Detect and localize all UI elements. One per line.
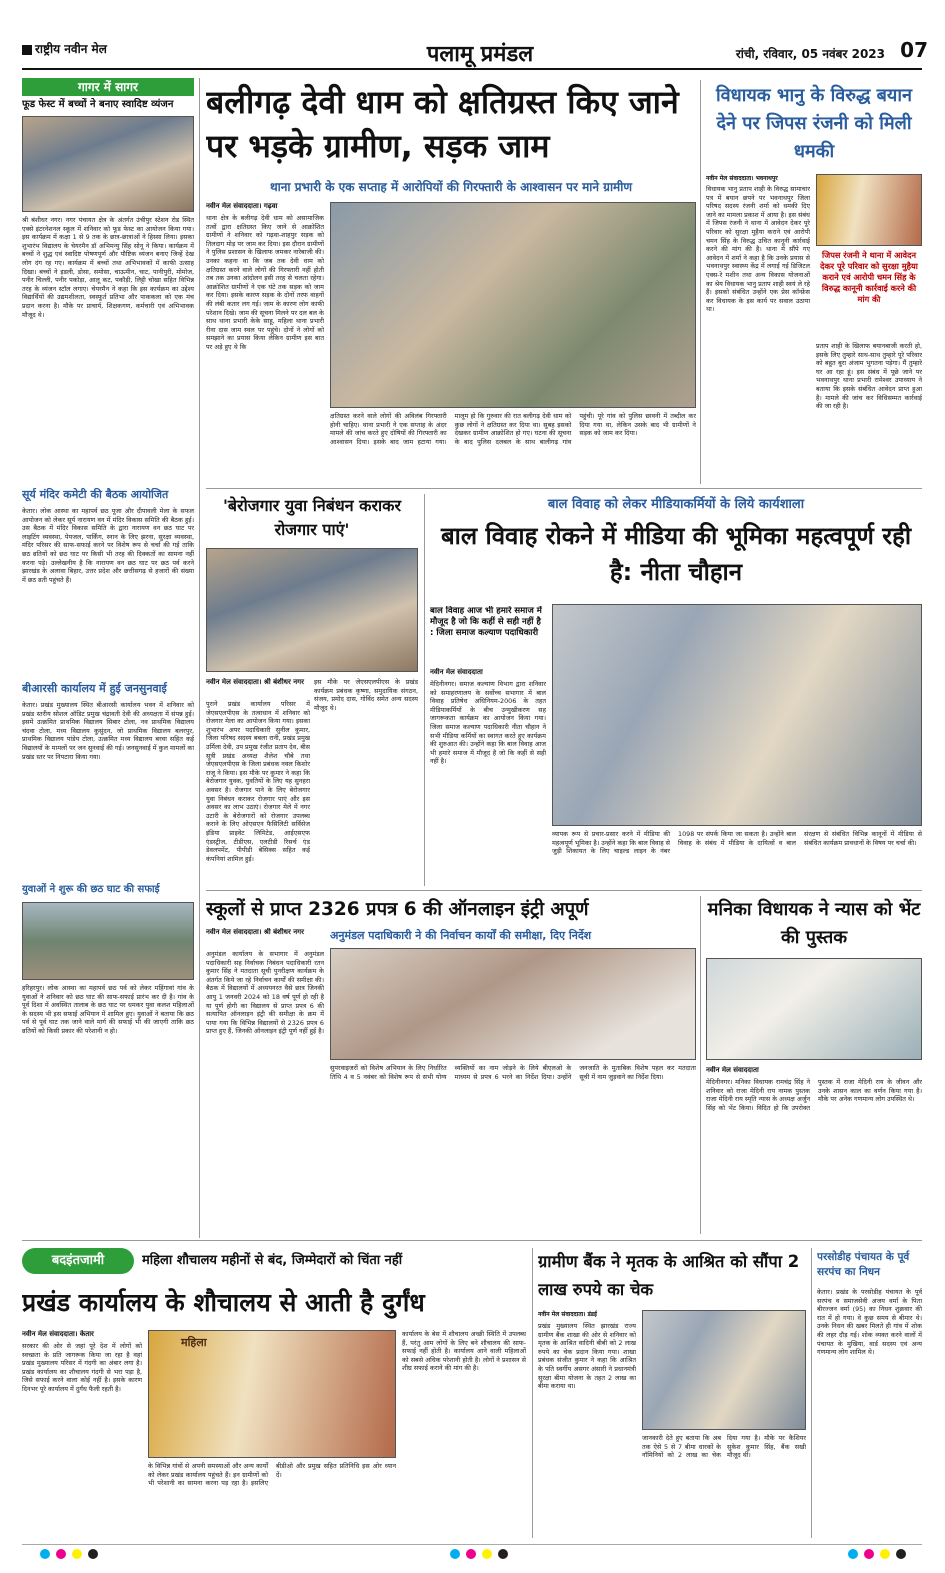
registration-mark bbox=[864, 1549, 874, 1559]
door-sign: महिला bbox=[181, 1336, 207, 1349]
balvivah-body: मेदिनीनगर। समाज कल्याण विभाग द्वारा शनिवार को समाहरणालय के सर्वोच्च सभागार में बाल विवाह प्रतिषेध अधिनियम-2006 के तहत मीडियाकर्मियों के बीच उन्मुखीकरण सह जागरूकता कार्यक्रम का आयोजन किया गया। जिला समाज कल्याण पदाधिकारी नीता चौहान ने सभी मीडिया कर्मियों का स्वागत करते हुए कार्यक्रम की शुरुआत की। उन्होंने कहा कि बाल विवाह आज भी हमारे समाज में मौजूद है जो कि कहीं से सही नहीं है। bbox=[430, 680, 546, 766]
section-rule bbox=[206, 890, 922, 891]
column-label: गागर में सागर bbox=[22, 78, 194, 96]
footer-rule bbox=[22, 1544, 922, 1545]
brc-body: केतार। प्रखंड मुख्यालय स्थित बीआरसी कार्यालय भवन में शनिवार को प्रखंड स्तरीय सोशल ऑडिट प्रमुख चंद्रावती देवी की अध्यक्षता में संपन्न हुई। इसमें उत्क्रमित प्राथमिक विद्यालय सिबार टोला, नव प्राथमिक विद्यालय चंदवा टोला, मध्य विद्यालय कुसुंदन, जो प्राथमिक विद्यालय बलरपुर, प्राथमिक विद्यालय पांडेय टोला, उत्क्रमित मध्य विद्यालय बरवा सहित कई विद्यालयों के मामलों पर जन सुनवाई की गई। जनसुनवाई में कुल मामलों का प्रखंड स्तर पर निपटारा किया गया। bbox=[22, 701, 194, 761]
chhath-ghat-photo bbox=[22, 902, 194, 980]
registration-mark bbox=[88, 1549, 98, 1559]
toilet-byline: नवीन मेल संवाददाता। केतार bbox=[22, 1330, 94, 1338]
brc-headline: बीआरसी कार्यालय में हुई जनसुनवाई bbox=[22, 682, 167, 695]
registration-mark bbox=[498, 1549, 508, 1559]
threat-body-2: प्रताप शाही के खिलाफ बयानबाजी करती हो, इसके लिए तुम्हारे साथ-साथ तुम्हारे पूरे परिवार को बहुत बुरा अंजाम भुगतना पड़ेगा। मैं तुम्हारे घर आ रहा हूं। इस संबंध में पूछे जाने पर भवनाथपुर थाना प्रभारी रामेश्वर उपाध्याय ने बताया कि इसके संबंधित आवेदन प्राप्त हुआ है। मामले की जांच कर विधिसम्मत कार्रवाई की जा रही है। bbox=[816, 342, 922, 411]
registration-mark bbox=[880, 1549, 890, 1559]
surya-mandir-body: केतार। लोक आस्था का महापर्व छठ पूजा और दीपावली मेला के सफल आयोजन को लेकर सूर्य नारायण वन में मंदिर विकास समिति की बैठक हुई। उस बैठक में मंदिर विकास समिति के द्वारा नारायण वन छठ घाट पर लाइटिंग व्यवस्था, पेयजल, पार्किंग, स्नान के लिए झरना, सुरक्षा व्यवस्था, मंदिर परिसर की साफ-सफाई करने पर विशेष रूप से चर्चा की गई ताकि छठ व्रतियों को छठ घाट पर किसी भी तरह की दिक्कतों का सामना नहीं करना पड़े। उल्लेखनीय है कि नारायण वन छठ घाट पर छठ पर्व करने झारखंड के अलावा बिहार, उत्तर प्रदेश और छत्तीसगढ़ से हजारों की संख्या में छठ व्रती पहुंचते हैं। bbox=[22, 507, 194, 584]
bank-body: प्रखंड मुख्यालय स्थित झारखंड राज्य ग्रामीण बैंक शाखा की ओर से शनिवार को मृतक के आश्रित वादिनी बीबी को 2 लाख रुपये का चेक प्रदान किया गया। शाखा प्रबंधक संजीत कुमार ने कहा कि आश्रित के पति स्वर्गीय असगर अंसारी ने प्रधानमंत्री सुरक्षा बीमा योजना के तहत 2 लाख का बीमा कराया था। bbox=[538, 1322, 636, 1391]
bank-headline: ग्रामीण बैंक ने मृतक के आश्रित को सौंपा 2 लाख रुपये का चेक bbox=[538, 1252, 800, 1299]
registration-mark bbox=[466, 1549, 476, 1559]
toilet-body: सरकार की ओर से जहां पूरे देश में लोगों को स्वच्छता के प्रति जागरूक किया जा रहा है वहां प्रखंड मुख्यालय परिसर में गंदगी का अंबार लगा है। प्रखंड कार्यालय का शौचालय गंदगी से भरा पड़ा है, जिसे सफाई करने वाला कोई नहीं है। इसके कारण दिनभर पूरे कार्यालय में दुर्गंध फैली रहती है। bbox=[22, 1342, 142, 1393]
manika-headline: मनिका विधायक ने न्यास को भेंट की पुस्तक bbox=[707, 899, 921, 948]
school-headline: स्कूलों से प्राप्त 2326 प्रपत्र 6 की ऑनलाइन इंट्री अपूर्ण bbox=[206, 899, 589, 920]
food-fest-photo bbox=[22, 116, 194, 212]
masthead-logo bbox=[22, 40, 142, 64]
school-deck: अनुमंडल पदाधिकारी ने की निर्वाचन कार्यों की समीक्षा, दिए निर्देश bbox=[330, 929, 592, 942]
balvivah-photo bbox=[552, 604, 922, 826]
food-fest-body: श्री बंशीधर नगर। नगर पंचायत क्षेत्र के अंतर्गत उंचीपुर स्टेशन रोड स्थित एक्से इंटरनेशनल स्कूल में शनिवार को फूड फेस्ट का आयोजन किया गया। इस कार्यक्रम में कक्षा 1 से 9 तक के छात्र-छात्राओं ने हिस्सा लिया। इसका शुभारंभ विद्यालय के चेयरमैन डॉ अभिमन्यु सिंह सोनू ने किया। कार्यक्रम में बच्चों ने शुद्ध एवं स्वादिष्ट पोषणपूर्ण और पौष्टिक व्यंजन बनाए जिन्हें देख लोग दंग रह गए। कार्यक्रम में बच्चों तथा अभिभावकों में काफी उत्साह दिखा। बच्चों ने इडली, डोसा, समोसा, चाऊमीन, चाट, पानीपुरी, मोमोज, पनीर चिल्ली, पनीर पकोड़ा, आलू कट, पकौड़ी, लिट्टी चोखा सहित विभिन्न तरह के व्यंजन स्टॉल लगाए। चेयरमैन ने कहा कि इस कार्यक्रम का उद्देश्य विद्यार्थियों की उद्यमशीलता, स्वस्फूर्त प्रतिभा और पाककला को एक मंच प्रदान करना है। मौके पर प्राचार्य, शिक्षकगण, कर्मचारी एवं अभिभावक मौजूद थे। bbox=[22, 216, 194, 319]
parsodih-headline: परसोडीह पंचायत के पूर्व सरपंच का निधन bbox=[817, 1251, 910, 1278]
bank-photo bbox=[642, 1310, 806, 1430]
column-divider bbox=[700, 896, 701, 1234]
registration-mark bbox=[40, 1549, 50, 1559]
school-body-2: सुपरवाइजरों को विशेष अभियान के लिए निर्धारित तिथि 4 व 5 नवंबर को विशेष रूप से सभी योग्य व्यक्तियों का नाम जोड़ने के लिये बीएलओ के माध्यम से प्रपत्र 6 भरने का निर्देश दिया। उन्होंने जनजाति के मुताबिक विशेष पहल कर मतदाता सूची में नाम जुड़वाने का निर्देश दिया। bbox=[330, 1064, 696, 1081]
page-number: 07 bbox=[900, 38, 928, 62]
registration-mark bbox=[848, 1549, 858, 1559]
balvivah-pullquote: बाल विवाह आज भी हमारे समाज में मौजूद है जो कि कहीं से सही नहीं है : जिला समाज कल्याण पदाधिकारी bbox=[430, 606, 542, 638]
parsodih-body: केतार। प्रखंड के परसोडीह पंचायत के पूर्व सरपंच व समाजसेवी अजय वर्मा के पिता बीरज्जन वर्मा (95) का निधन शुक्रवार की रात में हो गया। वे कुछ समय से बीमार थे। उनके निधन की खबर मिलते ही गांव में शोक की लहर दौड़ गई। शोक व्यक्त करने वालों में पंचायत के मुखिया, वार्ड सदस्य एवं अन्य गणमान्य लोग शामिल थे। bbox=[817, 1288, 922, 1357]
issue-date: रांची, रविवार, 05 नवंबर 2023 bbox=[735, 47, 885, 61]
surya-mandir-headline: सूर्य मंदिर कमेटी की बैठक आयोजित bbox=[22, 488, 169, 501]
registration-mark bbox=[56, 1549, 66, 1559]
section-title: पलामू प्रमंडल bbox=[426, 42, 534, 67]
toilet-body-3: के विभिन्न गांवों से अपनी समस्याओं और अन्य कार्यों को लेकर प्रखंड कार्यालय पहुंचते हैं। इन ग्रामीणों को भी परेशानी का सामना करना पड़ रहा है। इसलिए बीडीओ और प्रमुख सहित प्रतिनिधि इस ओर ध्यान दें। bbox=[148, 1462, 396, 1488]
bank-byline: नवीन मेल संवाददाता। डंडई bbox=[538, 1311, 597, 1318]
toilet-photo bbox=[148, 1330, 396, 1458]
school-photo bbox=[330, 948, 696, 1060]
school-byline: नवीन मेल संवाददाता। श्री बंशीधर नगर bbox=[206, 928, 304, 936]
balvivah-body-2: व्यापक रूप से प्रचार-प्रसार करने में मीडिया की महत्वपूर्ण भूमिका है। उन्होंने कहा कि बाल विवाह से जुड़ी शिकायत के लिए चाइल्ड लाइन के नंबर 1098 पर संपर्क किया जा सकता है। उन्होंने बाल विवाह के संबंध में मीडिया के दायित्वों व बाल संरक्षण से संबंधित विभिन्न कानूनों में मीडिया से संबंधित कार्यक्रम प्रावधानों के विषय पर चर्चा की। bbox=[552, 830, 922, 856]
lead-body-1: थाना क्षेत्र के बलीगढ़ देवी धाम को असामाजिक तत्वों द्वारा क्षतिग्रस्त किए जाने से आक्रोशित ग्रामीणों ने शनिवार को गढ़वा-शाहपुर सड़क को तिलदाग मोड़ पर जाम कर दिया। इस दौरान ग्रामीणों ने पुलिस प्रशासन के खिलाफ जमकर नारेबाजी की। उनका कहना था कि जब तक देवी धाम को क्षतिग्रस्त करने वाले लोगों की गिरफ्तारी नहीं होती तब तक उनका आंदोलन इसी तरह से चलता रहेगा। आक्रोशित ग्रामीणों ने एक घंटे तक सड़क को जाम कर दिया। इसके कारण सड़क के दोनों तरफ वाहनों की लंबी कतार लग गई। जाम के कारण लोग काफी परेशान दिखे। जाम की सूचना मिलने पर दल बल के साथ थाना प्रभारी केके साहू, महिला थाना प्रभारी रीना दास जाम स्थल पर पहुंचे। दोनों ने लोगों को समझाने का प्रयास किया लेकिन ग्रामीण इस बात पर अड़े हुए थे कि bbox=[206, 214, 324, 351]
logo-text: राष्ट्रीय नवीन मेल bbox=[35, 42, 107, 56]
rojgar-body-2: इस मौके पर जेएसएलपीएस के प्रखंड कार्यक्रम प्रबंधक कृष्णा, समुदायिक संगठन, संजय, प्रमोद दास, गोविंद समेत अन्य सदस्य मौजूद थे। bbox=[314, 678, 418, 712]
bank-body-2: जानकारी देते हुए बताया कि अब तक ऐसे 5 से 7 बीमा धारकों के नॉमिनियों को 2 लाख का चेक दिया गया है। मौके पर कैशियर सुकेश कुमार सिंह, बैंक सखी मौजूद थीं। bbox=[642, 1434, 806, 1460]
toilet-label: बदइंतजामी bbox=[22, 1248, 134, 1274]
section-rule bbox=[22, 1240, 922, 1241]
registration-mark bbox=[450, 1549, 460, 1559]
column-divider bbox=[199, 78, 200, 1238]
balvivah-kicker: बाल विवाह को लेकर मीडियाकर्मियों के लिये कार्यशाला bbox=[547, 497, 805, 512]
column-divider bbox=[424, 494, 425, 886]
lead-headline: बलीगढ़ देवी धाम को क्षतिग्रस्त किए जाने पर भड़के ग्रामीण, सड़क जाम bbox=[206, 83, 679, 165]
threat-body: विधायक भानु प्रताप शाही के विरुद्ध सामाचार पत्र में बयान छपने पर भवनाथपुर जिला परिषद सदस्य रंजनी शर्मा को धमकी दिए जाने का मामला प्रकाश में आया है। इस संबंध में जिपस रंजनी ने थाना में आवेदन देकर पूरे परिवार को सुरक्षा मुहैया कराने एवं आरोपी चमन सिंह के विरुद्ध उचित कानूनी कार्रवाई करने की मांग की है। थाना में सौंपे गए आवेदन में शर्मा ने कहा है कि उनके प्रयास से भवनाथपुर स्वास्थ्य केंद्र में लगाई गई डिजिटल एक्स-रे मशीन तथा अन्य विकास योजनाओं का श्रेय विधायक भानु प्रताप शाही स्वयं ले रहे हैं। इसको संबंधित उन्होंने एक प्रेस कॉन्फ्रेंस कर विधायक के इस कार्य पर सवाल उठाया था। bbox=[706, 185, 810, 314]
rojgar-body: पुराने प्रखंड कार्यालय परिसर में जेएसएलपीएस के तत्वाधान में शनिवार को रोजगार मेला का आयोजन किया गया। इसका शुभारंभ अपर पदाधिकारी सुनील कुमार, जिला परिषद सदस्य बबला रानी, प्रखंड प्रमुख उर्मिला देवी, उप प्रमुख रंजीत प्रताप देव, बीस सूत्री प्रखंड अध्यक्ष शैलेश चौबे तथा जेएसएलपीएस के जिला प्रबंधक नवल किशोर राजू ने किया। इस मौके पर कुमार ने कहा कि बेरोजगार युवक, युवतियों के लिए यह सुनहरा अवसर है। रोजगार पाने के लिए बेरोजगार युवा निबंधन कराकर रोजगार पाएं और इस अवसर का लाभ उठाएं। रोजगार मेले में नगर उटारी के बेरोजगारों को रोजगार उपलब्ध कराने के लिए ओएसएन फैसिलिटी सर्विसेज इंडिया प्राइवेट लिमिटेड, आईएसएफ एंडस्ट्रीज, टीडीएस, एलटीडी रिसर्च एंड डेवलपमेंट, पीपीडी बेसिक्स सहित कई कंपनियां शामिल हुई। bbox=[206, 700, 310, 863]
registration-mark bbox=[482, 1549, 492, 1559]
manika-byline: नवीन मेल संवाददाता bbox=[706, 1066, 759, 1074]
chhath-ghat-headline: युवाओं ने शुरू की छठ घाट की सफाई bbox=[22, 884, 160, 895]
section-rule bbox=[206, 488, 922, 489]
manika-body: मेदिनीनगर। मनिका विधायक रामचंद्र सिंह ने शनिवार को राजा मेदिनी राय नामक पुस्तक राजा मेदिनी राय स्मृति न्यास के अध्यक्ष अर्जुन सिंह को भेंट किया। विदित हो कि उपरोक्त पुस्तक में राजा मेदिनी राय के जीवन और उनके शासन काल का वर्णन किया गया है। मौके पर अनेक गणमान्य लोग उपस्थित थे। bbox=[706, 1078, 922, 1112]
rojgar-byline: नवीन मेल संवाददाता। श्री बंशीधर नगर bbox=[206, 678, 304, 686]
column-divider bbox=[532, 1248, 533, 1538]
threat-byline: नवीन मेल संवाददाता। भवनाथपुर bbox=[706, 175, 778, 182]
ranjani-caption: जिपस रंजनी ने थाना में आवेदन देकर पूरे परिवार को सुरक्षा मुहैया कराने एवं आरोपी चमन सिंह के विरुद्ध कानूनी कार्रवाई करने की मांग की bbox=[820, 250, 918, 304]
column-divider bbox=[811, 1248, 812, 1538]
lead-deck: थाना प्रभारी के एक सप्ताह में आरोपियों की गिरफ्तारी के आश्वासन पर माने ग्रामीण bbox=[269, 180, 633, 194]
lead-photo bbox=[330, 202, 696, 408]
balvivah-headline: बाल विवाह रोकने में मीडिया की भूमिका महत्वपूर्ण रही है: नीता चौहान bbox=[440, 522, 912, 586]
threat-headline: विधायक भानु के विरुद्ध बयान देने पर जिपस रंजनी को मिली धमकी bbox=[715, 85, 913, 162]
registration-mark bbox=[72, 1549, 82, 1559]
masthead-rule bbox=[22, 68, 922, 70]
manika-photo bbox=[706, 958, 922, 1060]
registration-mark bbox=[896, 1549, 906, 1559]
rojgar-headline: 'बेरोजगार युवा निबंधन कराकर रोजगार पाएं' bbox=[222, 496, 401, 539]
toilet-headline: प्रखंड कार्यालय के शौचालय से आती है दुर्गंध bbox=[22, 1288, 425, 1317]
ranjani-photo bbox=[816, 174, 922, 246]
balvivah-byline: नवीन मेल संवाददाता bbox=[430, 668, 483, 676]
toilet-body-2: कार्यालय के बेस में शौचालय अच्छी स्थिति में उपलब्ध हैं, परंतु आम लोगों के लिए बने शौचालय की साफ-सफाई नहीं होती है। कार्यालय आने वाली महिलाओं को सबसे अधिक परेशानी होती है। लोगों ने प्रशासन से शीघ्र सफाई कराने की मांग की है। bbox=[402, 1330, 526, 1373]
rojgar-photo bbox=[206, 548, 418, 672]
toilet-kicker: महिला शौचालय महीनों से बंद, जिम्मेदारों को चिंता नहीं bbox=[142, 1253, 403, 1268]
lead-byline: नवीन मेल संवाददाता। गढ़वा bbox=[206, 202, 278, 210]
lead-body-2: क्षतिग्रस्त करने वाले लोगों की अविलंब गिरफ्तारी होनी चाहिए। थाना प्रभारी ने एक सप्ताह के अंदर मामले की जांच करते हुए दोषियों की गिरफ्तारी का आश्वासन दिया। इसके बाद जाम हटाया गया। मालूम हो कि गुरुवार की रात बलीगढ़ देवी धाम को कुछ लोगों ने क्षतिग्रस्त कर दिया था। सुबह इसको देखकर ग्रामीण आक्रोशित हो गए। घटना की सूचना के बाद पुलिस दलबल के साथ बालीगढ़ गांव पहुंची। पूरे गांव को पुलिस छावनी में तब्दील कर दिया गया था, लेकिन उसके बाद भी ग्रामीणों ने सड़क को जाम कर दिया। bbox=[330, 412, 696, 446]
column-divider bbox=[700, 80, 701, 484]
logo-icon bbox=[22, 45, 32, 55]
school-body: अनुमंडल कार्यालय के सभागार में अनुमंडल पदाधिकारी सह निर्वाचक निबंधन पदाधिकारी रतन कुमार सिंह ने मतदाता सूची पुनरीक्षण कार्यक्रम के अंतर्गत किये जा रहे निर्वाचन कार्यों की समीक्षा की। बैठक में विद्यालयों में अध्ययनरत वैसे छात्र जिनकी आयु 1 जनवरी 2024 को 18 वर्ष पूर्ण हो रही है या पूर्ण होगी का विद्यालय से प्राप्त प्रपत्र 6 की सत्यापित ऑनलाइन इंट्री की समीक्षा के क्रम में पाया गया कि विभिन्न विद्यालयों से 2326 प्रपत्र 6 प्राप्त हुए हैं, जिनकी ऑनलाइन इंट्री पूर्ण नहीं हुई है। bbox=[206, 950, 324, 1036]
food-fest-headline: फूड फेस्ट में बच्चों ने बनाए स्वादिष्ट व्यंजन bbox=[22, 99, 174, 110]
chhath-ghat-body: हरिहरपुर। लोक आस्था का महापर्व छठ पर्व को लेकर महिंगावां गांव के युवाओं ने शनिवार को छठ घाट की साफ-सफाई प्रारंभ कर दी है। गांव के पूर्व दिशा में अवस्थित तालाब के छठ घाट पर धमकर युवा कलश महिलाओं के सदस्य भी इस सफाई अभियान में शामिल हुए। युवाओं ने बताया कि छठ पर्व से पूर्व घाट तक जाने वाले मार्ग की सफाई भी की जाएगी ताकि छठ व्रतियों को किसी प्रकार की परेशानी न हो। bbox=[22, 984, 194, 1035]
